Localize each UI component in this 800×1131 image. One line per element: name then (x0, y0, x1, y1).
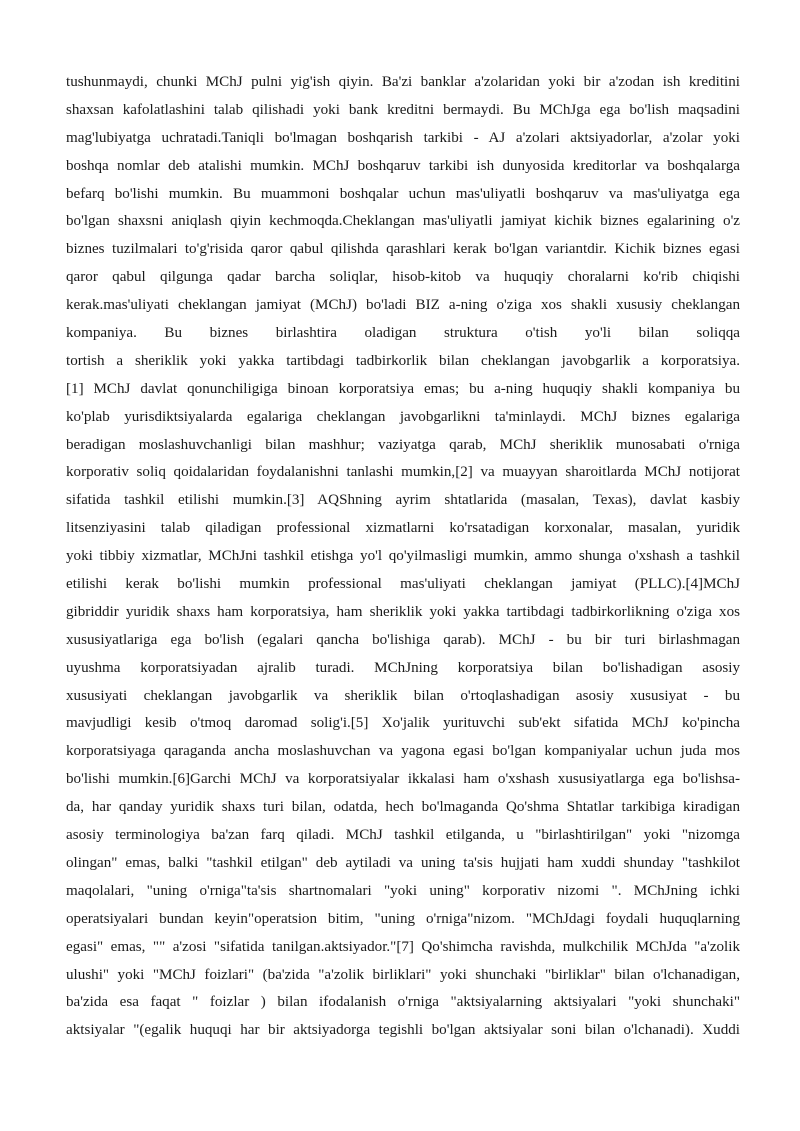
text-line: kompaniya. Bu biznes birlashtira oladigan struktura o'tish yo'li bilan soliqqa (66, 325, 740, 342)
text-line: ko'plab yurisdiktsiyalarda egalariga cheklangan javobgarlikni ta'minlaydi. MChJ biznes egalariga (66, 408, 740, 425)
text-line: bo'lgan shaxsni aniqlash qiyin kechmoqda.Cheklangan mas'uliyatli jamiyat kichik biznes egalarining o'z (66, 213, 740, 230)
text-line: xususiyati cheklangan javobgarlik va sheriklik bilan o'rtoqlashadigan asosiy xususiyat - bu (66, 687, 740, 704)
text-line: kerak.mas'uliyati cheklangan jamiyat (MChJ) bo'ladi BIZ a-ning o'ziga xos shakli xususiy cheklangan (66, 297, 740, 314)
text-line: gibriddir yuridik shaxs ham korporatsiya, ham sheriklik yoki yakka tartibdagi tadbirkorlikning o'ziga xos (66, 603, 740, 620)
text-line: aktsiyalar "(egalik huquqi har bir aktsiyadorga tegishli bo'lgan aktsiyalar soni bilan o'lchanadi). Xuddi (66, 1022, 740, 1039)
text-line: litsenziyasini talab qiladigan professional xizmatlarni ko'rsatadigan korxonalar, masalan, yuridik (66, 520, 740, 537)
text-line: sifatida tashkil etilishi mumkin.[3] AQShning ayrim shtatlarida (masalan, Texas), davlat kasbiy (66, 492, 740, 509)
text-line: bo'lishi mumkin.[6]Garchi MChJ va korporatsiyalar ikkalasi ham o'xshash xususiyatlarga ega bo'lishsa- (66, 771, 740, 788)
text-line: uyushma korporatsiyadan ajralib turadi. MChJning korporatsiya bilan bo'lishadigan asosiy (66, 659, 740, 676)
text-line: xususiyatlariga ega bo'lish (egalari qancha bo'lishiga qarab). MChJ - bu bir turi birlashmagan (66, 631, 740, 648)
text-line: egasi" emas, "" a'zosi "sifatida tanilgan.aktsiyador."[7] Qo'shimcha ravishda, mulkchilik MChJda "a'zolik (66, 938, 740, 955)
document-body (66, 69, 740, 1045)
text-line: maqolalari, "uning o'rniga"ta'sis shartnomalari "yoki uning" korporativ nizomi ". MChJning ichki (66, 882, 740, 899)
text-line: shaxsan kafolatlashini talab qilishadi yoki bank kreditni bermaydi. Bu MChJga ega bo'lish maqsadini (66, 101, 740, 118)
text-line: asosiy terminologiya ba'zan farq qiladi. MChJ tashkil etilganda, u "birlashtirilgan" yoki "nizomga (66, 827, 740, 844)
text-line: mag'lubiyatga uchratadi.Taniqli bo'lmagan boshqarish tarkibi - AJ a'zolari aktsiyadorlar, a'zolar yoki (66, 129, 740, 146)
text-line: mavjudligi kesib o'tmoq daromad solig'i.[5] Xo'jalik yurituvchi sub'ekt sifatida MChJ ko'pincha (66, 715, 740, 732)
text-line: befarq bo'lishi mumkin. Bu muammoni boshqalar uchun mas'uliyatli boshqaruv va mas'uliyatga ega (66, 185, 740, 202)
text-line: olingan" emas, balki "tashkil etilgan" deb aytiladi va uning ta'sis hujjati ham xuddi shunday "tashkilot (66, 854, 740, 871)
text-line: tortish a sheriklik yoki yakka tartibdagi tadbirkorlik bilan cheklangan javobgarlik a korporatsiya. (66, 352, 740, 369)
text-line: boshqa nomlar deb atalishi mumkin. MChJ boshqaruv tarkibi ish dunyosida kreditorlar va boshqalarga (66, 157, 740, 174)
text-line: korporativ soliq qoidalaridan foydalanishni tanlashi mumkin,[2] va muayyan sharoitlarda MChJ notijorat (66, 464, 740, 481)
text-line: biznes tuzilmalari to'g'risida qaror qabul qilishda qarashlari kerak bo'lgan variantdir. Kichik biznes egasi (66, 241, 740, 258)
text-line: yoki tibbiy xizmatlar, MChJni tashkil etishga yo'l qo'yilmasligi mumkin, ammo shunga o'xshash a tashkil (66, 548, 740, 565)
text-line: [1] MChJ davlat qonunchiligiga binoan korporatsiya emas; bu a-ning huquqiy shakli kompaniya bu (66, 380, 740, 397)
text-line: etilishi kerak bo'lishi mumkin professional mas'uliyati cheklangan jamiyat (PLLC).[4]MChJ (66, 576, 740, 593)
text-line: da, har qanday yuridik shaxs turi bilan, odatda, hech bo'lmaganda Qo'shma Shtatlar tarkibiga kiradigan (66, 799, 740, 816)
text-line: ulushi" yoki "MChJ foizlari" (ba'zida "a'zolik birliklari" yoki shunchaki "birliklar" bilan o'lchanadigan, (66, 966, 740, 983)
text-line: qaror qabul qilgunga qadar barcha soliqlar, hisob-kitob va huquqiy choralarni ko'rib chiqishi (66, 269, 740, 286)
text-line: tushunmaydi, chunki MChJ pulni yig'ish qiyin. Ba'zi banklar a'zolaridan yoki bir a'zodan ish kreditini (66, 74, 740, 90)
text-line: operatsiyalari bundan keyin"operatsion bitim, "uning o'rniga"nizom. "MChJdagi foydali huquqlarning (66, 910, 740, 927)
text-line: beradigan moslashuvchanligi bilan mashhur; vaziyatga qarab, MChJ sheriklik munosabati o'rniga (66, 436, 740, 453)
text-line: ba'zida esa faqat " foizlar ) bilan ifodalanish o'rniga "aktsiyalarning aktsiyalari "yoki shunchaki" (66, 994, 740, 1011)
text-line: korporatsiyaga qaraganda ancha moslashuvchan va yagona egasi bo'lgan kompaniyalar uchun juda mos (66, 743, 740, 760)
